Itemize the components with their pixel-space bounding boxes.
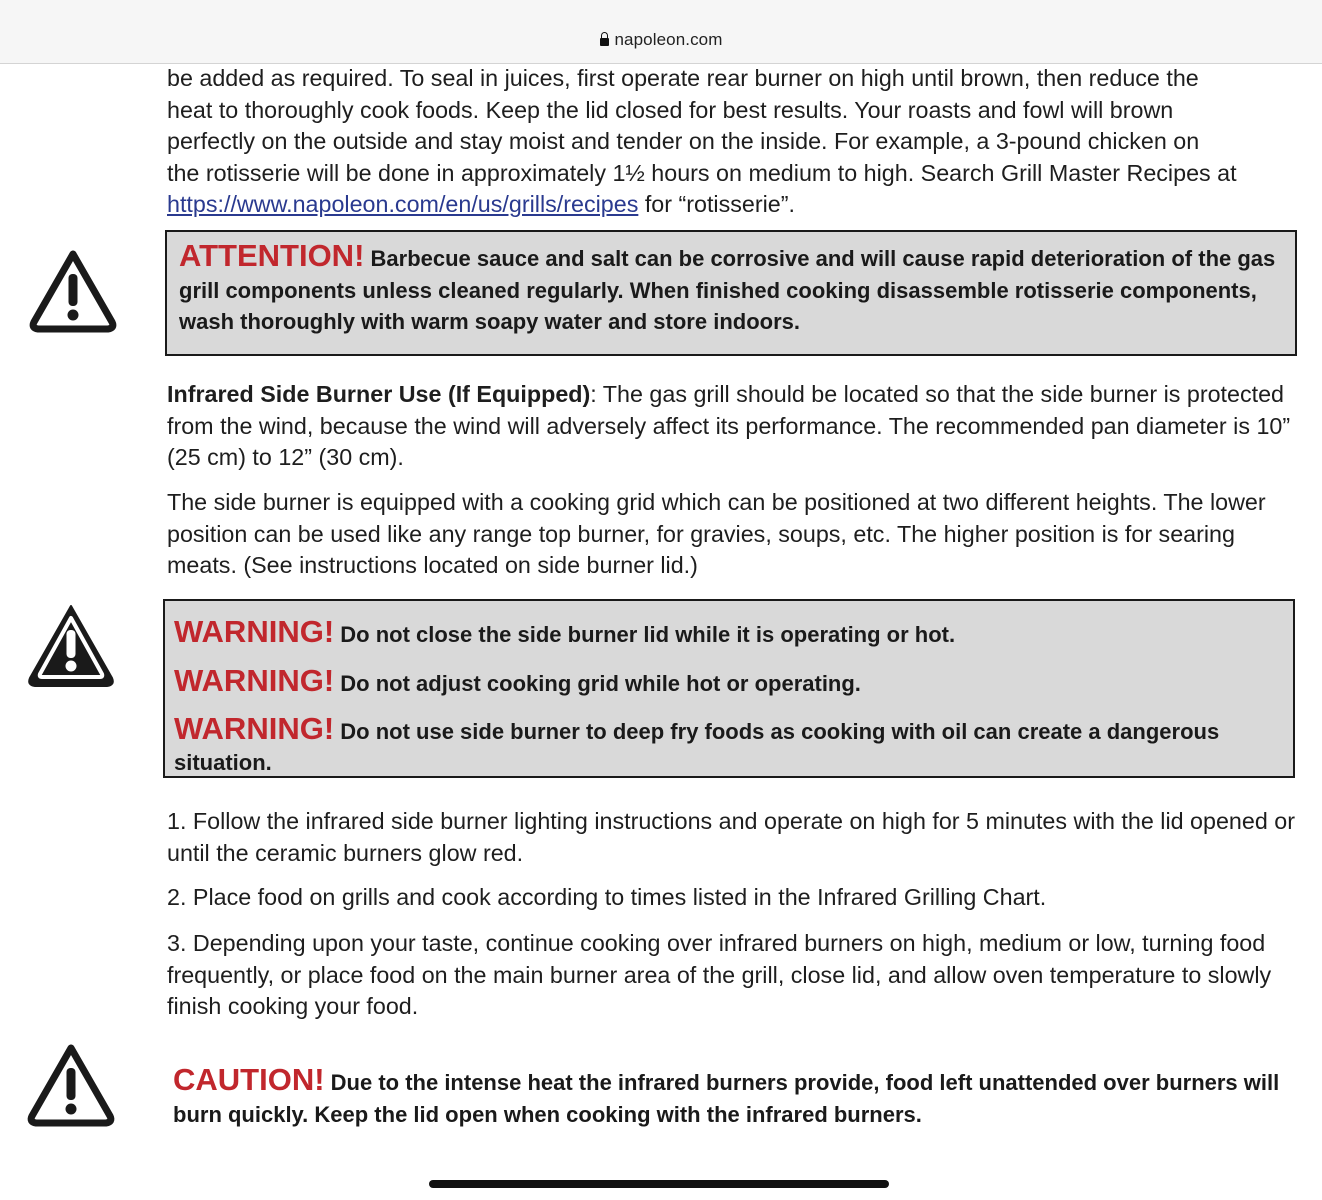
- rotisserie-line-1: be added as required. To seal in juices, first operate rear burner on high until brown, then reduce the: [167, 65, 1199, 91]
- warning-text: Do not use side burner to deep fry foods as cooking with oil can create a dangerous situation.: [174, 719, 1220, 775]
- warning-text: Do not adjust cooking grid while hot or operating.: [334, 671, 861, 696]
- warning-triangle-icon: [25, 1040, 117, 1130]
- attention-box: [165, 230, 1297, 356]
- browser-address-bar[interactable]: [0, 0, 1322, 64]
- rotisserie-line-4: the rotisserie will be done in approximately 1½ hours on medium to high. Search Grill Master Recipes at: [167, 159, 1237, 186]
- lock-icon: [600, 38, 609, 46]
- caution-text-block: [173, 1064, 1303, 1130]
- caution-label: CAUTION!: [173, 1062, 325, 1097]
- warning-label: WARNING!: [174, 711, 335, 746]
- rotisserie-line-3: perfectly on the outside and stay moist and tender on the inside. For example, a 3-pound chicken on: [167, 128, 1200, 154]
- attention-label: ATTENTION!: [179, 238, 365, 273]
- warning-label: WARNING!: [174, 663, 335, 698]
- warning-box: [163, 599, 1295, 778]
- step-3: 3. Depending upon your taste, continue cooking over infrared burners on high, medium or low, turning food frequently, or place food on the main burner area of the grill, close lid, and allow oven temperature to slowly finish cooking your food.: [167, 930, 1272, 1019]
- attention-text: Barbecue sauce and salt can be corrosive and will cause rapid deterioration of the gas grill components unless cleaned regularly. When finished cooking disassemble rotisserie components, wash thoroughly with warm soapy water and store indoors.: [179, 246, 1276, 334]
- attention-text-block: [179, 240, 1283, 338]
- caution-notice: [173, 1064, 1303, 1130]
- warning-item-1: [174, 609, 1283, 658]
- warning-text: Do not close the side burner lid while it is operating or hot.: [334, 622, 956, 647]
- warning-triangle-icon: [27, 246, 119, 336]
- cooking-grid-paragraph: The side burner is equipped with a cooking grid which can be positioned at two different heights. The lower position can be used like any range top burner, for gravies, soups, etc. The higher position is for searing meats. (See instructions located on side burner lid.): [167, 489, 1266, 578]
- rotisserie-link-suffix: for “rotisserie”.: [638, 191, 795, 217]
- step-2: 2. Place food on grills and cook according to times listed in the Infrared Grilling Chart.: [167, 884, 1047, 910]
- side-burner-heading: Infrared Side Burner Use (If Equipped): [167, 381, 591, 407]
- caution-text: Due to the intense heat the infrared burners provide, food left unattended over burners will burn quickly. Keep the lid open when cooking with the infrared burners.: [173, 1070, 1280, 1127]
- rotisserie-line-5: [167, 189, 1297, 221]
- warning-item-2: [174, 658, 1283, 707]
- warning-item-3: [174, 713, 1283, 778]
- warning-label: WARNING!: [174, 614, 335, 649]
- side-burner-intro-text: : The gas grill should be located so that the side burner is protected from the wind, because the wind will adversely affect its performance. The recommended pan diameter is 10” (25 cm) to 12” (30 cm).: [167, 381, 1291, 470]
- url-text: napoleon.com: [614, 30, 723, 49]
- url-display[interactable]: [0, 30, 1322, 50]
- recipes-link[interactable]: https://www.napoleon.com/en/us/grills/recipes: [167, 191, 639, 217]
- step-1: 1. Follow the infrared side burner lighting instructions and operate on high for 5 minutes with the lid opened or until the ceramic burners glow red.: [167, 808, 1295, 866]
- home-indicator[interactable]: [429, 1180, 889, 1188]
- rotisserie-line-2: heat to thoroughly cook foods. Keep the lid closed for best results. Your roasts and fowl will brown: [167, 96, 1174, 123]
- side-burner-intro-paragraph: [167, 379, 1297, 474]
- rotisserie-paragraph: [167, 63, 1297, 221]
- warning-triangle-icon: [25, 600, 117, 690]
